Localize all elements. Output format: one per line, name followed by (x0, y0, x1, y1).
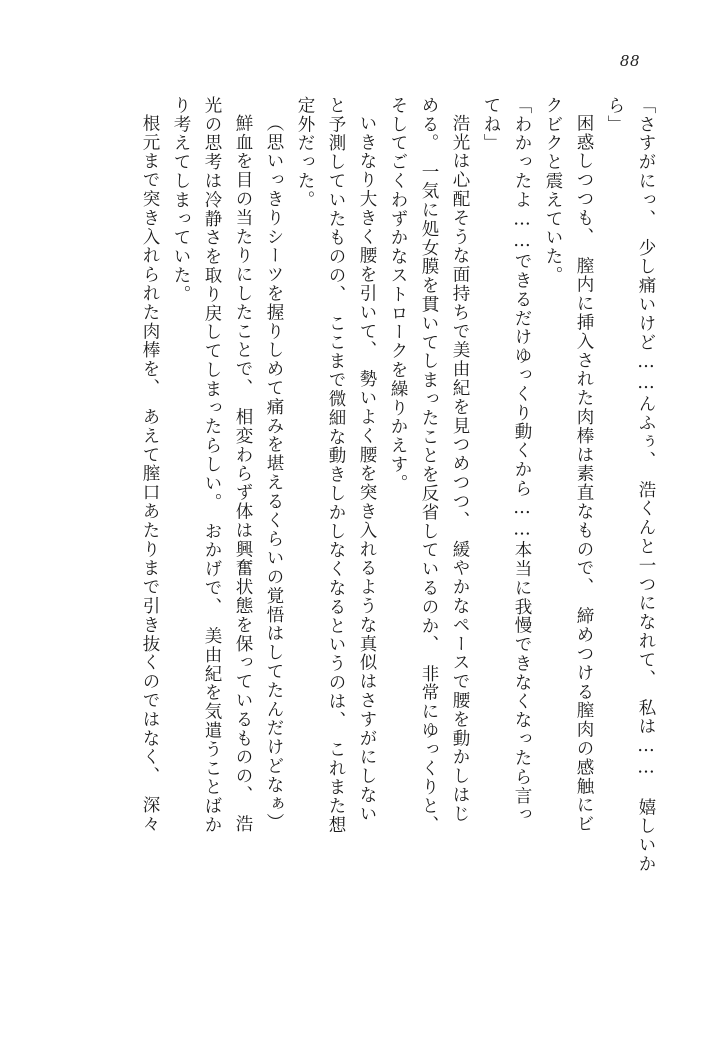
text-line: 「さすがにっ、 少し痛いけど……んふぅ、 浩くんと一つになれて、 私は…… 嬉しいか (636, 96, 656, 874)
page-text-body (74, 96, 654, 978)
text-line: 困惑しつつも、 膣内に挿入された肉棒は素直なもので、 締めつける膣肉の感触にビ (574, 114, 594, 834)
text-line: （思いっきりシーツを握りしめて痛みを堪えるくらいの覚悟はしてたんだけどなぁ） (264, 114, 284, 833)
text-line: 浩光は心配そうな面持ちで美由紀を見つめつつ、 緩やかなペースで腰を動かしはじ (450, 114, 470, 824)
text-line: 根元まで突き入れられた肉棒を、 あえて膣口あたりまで引き抜くのではなく、 深々 (140, 114, 160, 834)
text-line: てね」 (481, 96, 501, 153)
text-line: ら」 (605, 96, 625, 134)
text-line: 光の思考は冷静さを取り戻してしまったらしい。 おかげで、 美由紀を気遣うことばか (202, 96, 222, 835)
text-line: と予測していたものの、 ここまで微細な動きしかしなくなるというのは、 これまた想 (326, 96, 346, 835)
text-line: 鮮血を目の当たりにしたことで、 相変わらず体は興奮状態を保っているものの、 浩 (233, 114, 253, 834)
text-line: り考えてしまっていた。 (171, 96, 191, 304)
text-line: 定外だった。 (295, 96, 315, 210)
text-line: クビクと震えていた。 (543, 96, 563, 285)
text-line: いきなり大きく腰を引いて、 勢いよく腰を突き入れるような真似はさすがにしない (357, 114, 377, 824)
text-line: める。 一気に処女膜を貫いてしまったことを反省しているのか、 非常にゆっくりと、 (419, 96, 439, 835)
text-line: 「わかったよ……できるだけゆっくり動くから……本当に我慢できなくなったら言っ (512, 96, 532, 825)
page-number: 88 (619, 52, 640, 70)
text-line: そしてごくわずかなストロークを繰りかえす。 (388, 96, 408, 493)
